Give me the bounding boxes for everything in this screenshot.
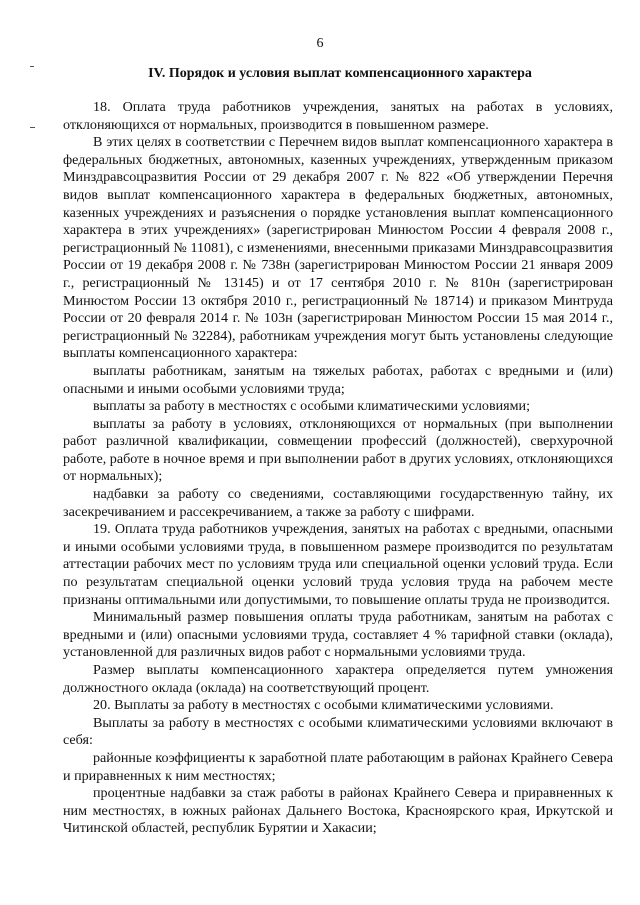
- list-item: процентные надбавки за стаж работы в районах Крайнего Севера и приравненных к ним местностях, в южных районах Дальнего Востока, Красноярского края, Иркутской и Читинской областей, республик Бурятии и Хакасии;: [63, 785, 613, 837]
- list-item: районные коэффициенты к заработной плате работающим в районах Крайнего Севера и приравненных к ним местностях;: [63, 749, 613, 784]
- paragraph: 19. Оплата труда работников учреждения, занятых на работах с вредными, опасными и иными особыми условиями труда, в повышенном размере производится по результатам аттестации рабочих мест по условиям труда или специальной оценки условий труда. Если по результатам специальной оценки условий труда условия труда на рабочем месте признаны оптимальными или допустимыми, то повышение оплаты труда не производится.: [63, 521, 613, 608]
- page-number: 6: [316, 36, 324, 51]
- paragraph: Выплаты за работу в местностях с особыми климатическими условиями включают в себя:: [63, 714, 613, 749]
- section-title: IV. Порядок и условия выплат компенсационного характера: [148, 66, 532, 81]
- scan-mark: [30, 66, 34, 67]
- list-item: выплаты работникам, занятым на тяжелых работах, работах с вредными и (или) опасными и иными особыми условиями труда;: [63, 362, 613, 397]
- paragraph: Размер выплаты компенсационного характера определяется путем умножения должностного оклада (оклада) на соответствующий процент.: [63, 662, 613, 696]
- document-body: [63, 99, 613, 838]
- paragraph: В этих целях в соответствии с Перечнем видов выплат компенсационного характера в федеральных бюджетных, автономных, казенных учреждениях, утвержденным приказом Минздравсоцразвития России от 29 декабря 2007 г. № 822 «Об утверждении Перечня видов выплат компенсационного характера в федеральных бюджетных, автономных, казенных учреждениях и разъяснения о порядке установления выплат компенсационного характера в этих учреждениях» (зарегистрирован Минюстом России 4 февраля 2008 г., регистрационный № 11081), с изменениями, внесенными приказами Минздравсоцразвития России от 19 декабря 2008 г. № 738н (зарегистрирован Минюстом России 21 января 2009 г., регистрационный № 13145) и от 17 сентября 2010 г. № 810н (зарегистрирован Минюстом России 13 октября 2010 г., регистрационный № 18714) и приказом Минтруда России от 20 февраля 2014 г. № 103н (зарегистрирован Минюстом России 15 мая 2014 г., регистрационный № 32284), работникам учреждения могут быть установлены следующие выплаты компенсационного характера:: [63, 134, 613, 362]
- scan-mark: [30, 127, 35, 128]
- list-item: выплаты за работу в местностях с особыми климатическими условиями;: [93, 398, 531, 415]
- paragraph: Минимальный размер повышения оплаты труда работникам, занятым на работах с вредными и (или) опасными условиями труда, составляет 4 % тарифной ставки (оклада), установленной для различных видов работ с нормальными условиями труда.: [63, 609, 613, 661]
- list-item: надбавки за работу со сведениями, составляющими государственную тайну, их засекречиванием и рассекречиванием, а также за работу с шифрами.: [63, 486, 613, 520]
- paragraph: 20. Выплаты за работу в местностях с особыми климатическими условиями.: [93, 697, 554, 714]
- list-item: выплаты за работу в условиях, отклоняющихся от нормальных (при выполнении работ различной квалификации, совмещении профессий (должностей), сверхурочной работе, работе в ночное время и при выполнении работ в других условиях, отклоняющихся от нормальных);: [63, 415, 613, 485]
- paragraph: 18. Оплата труда работников учреждения, занятых на работах в условиях, отклоняющихся от нормальных, производится в повышенном размере.: [63, 99, 613, 133]
